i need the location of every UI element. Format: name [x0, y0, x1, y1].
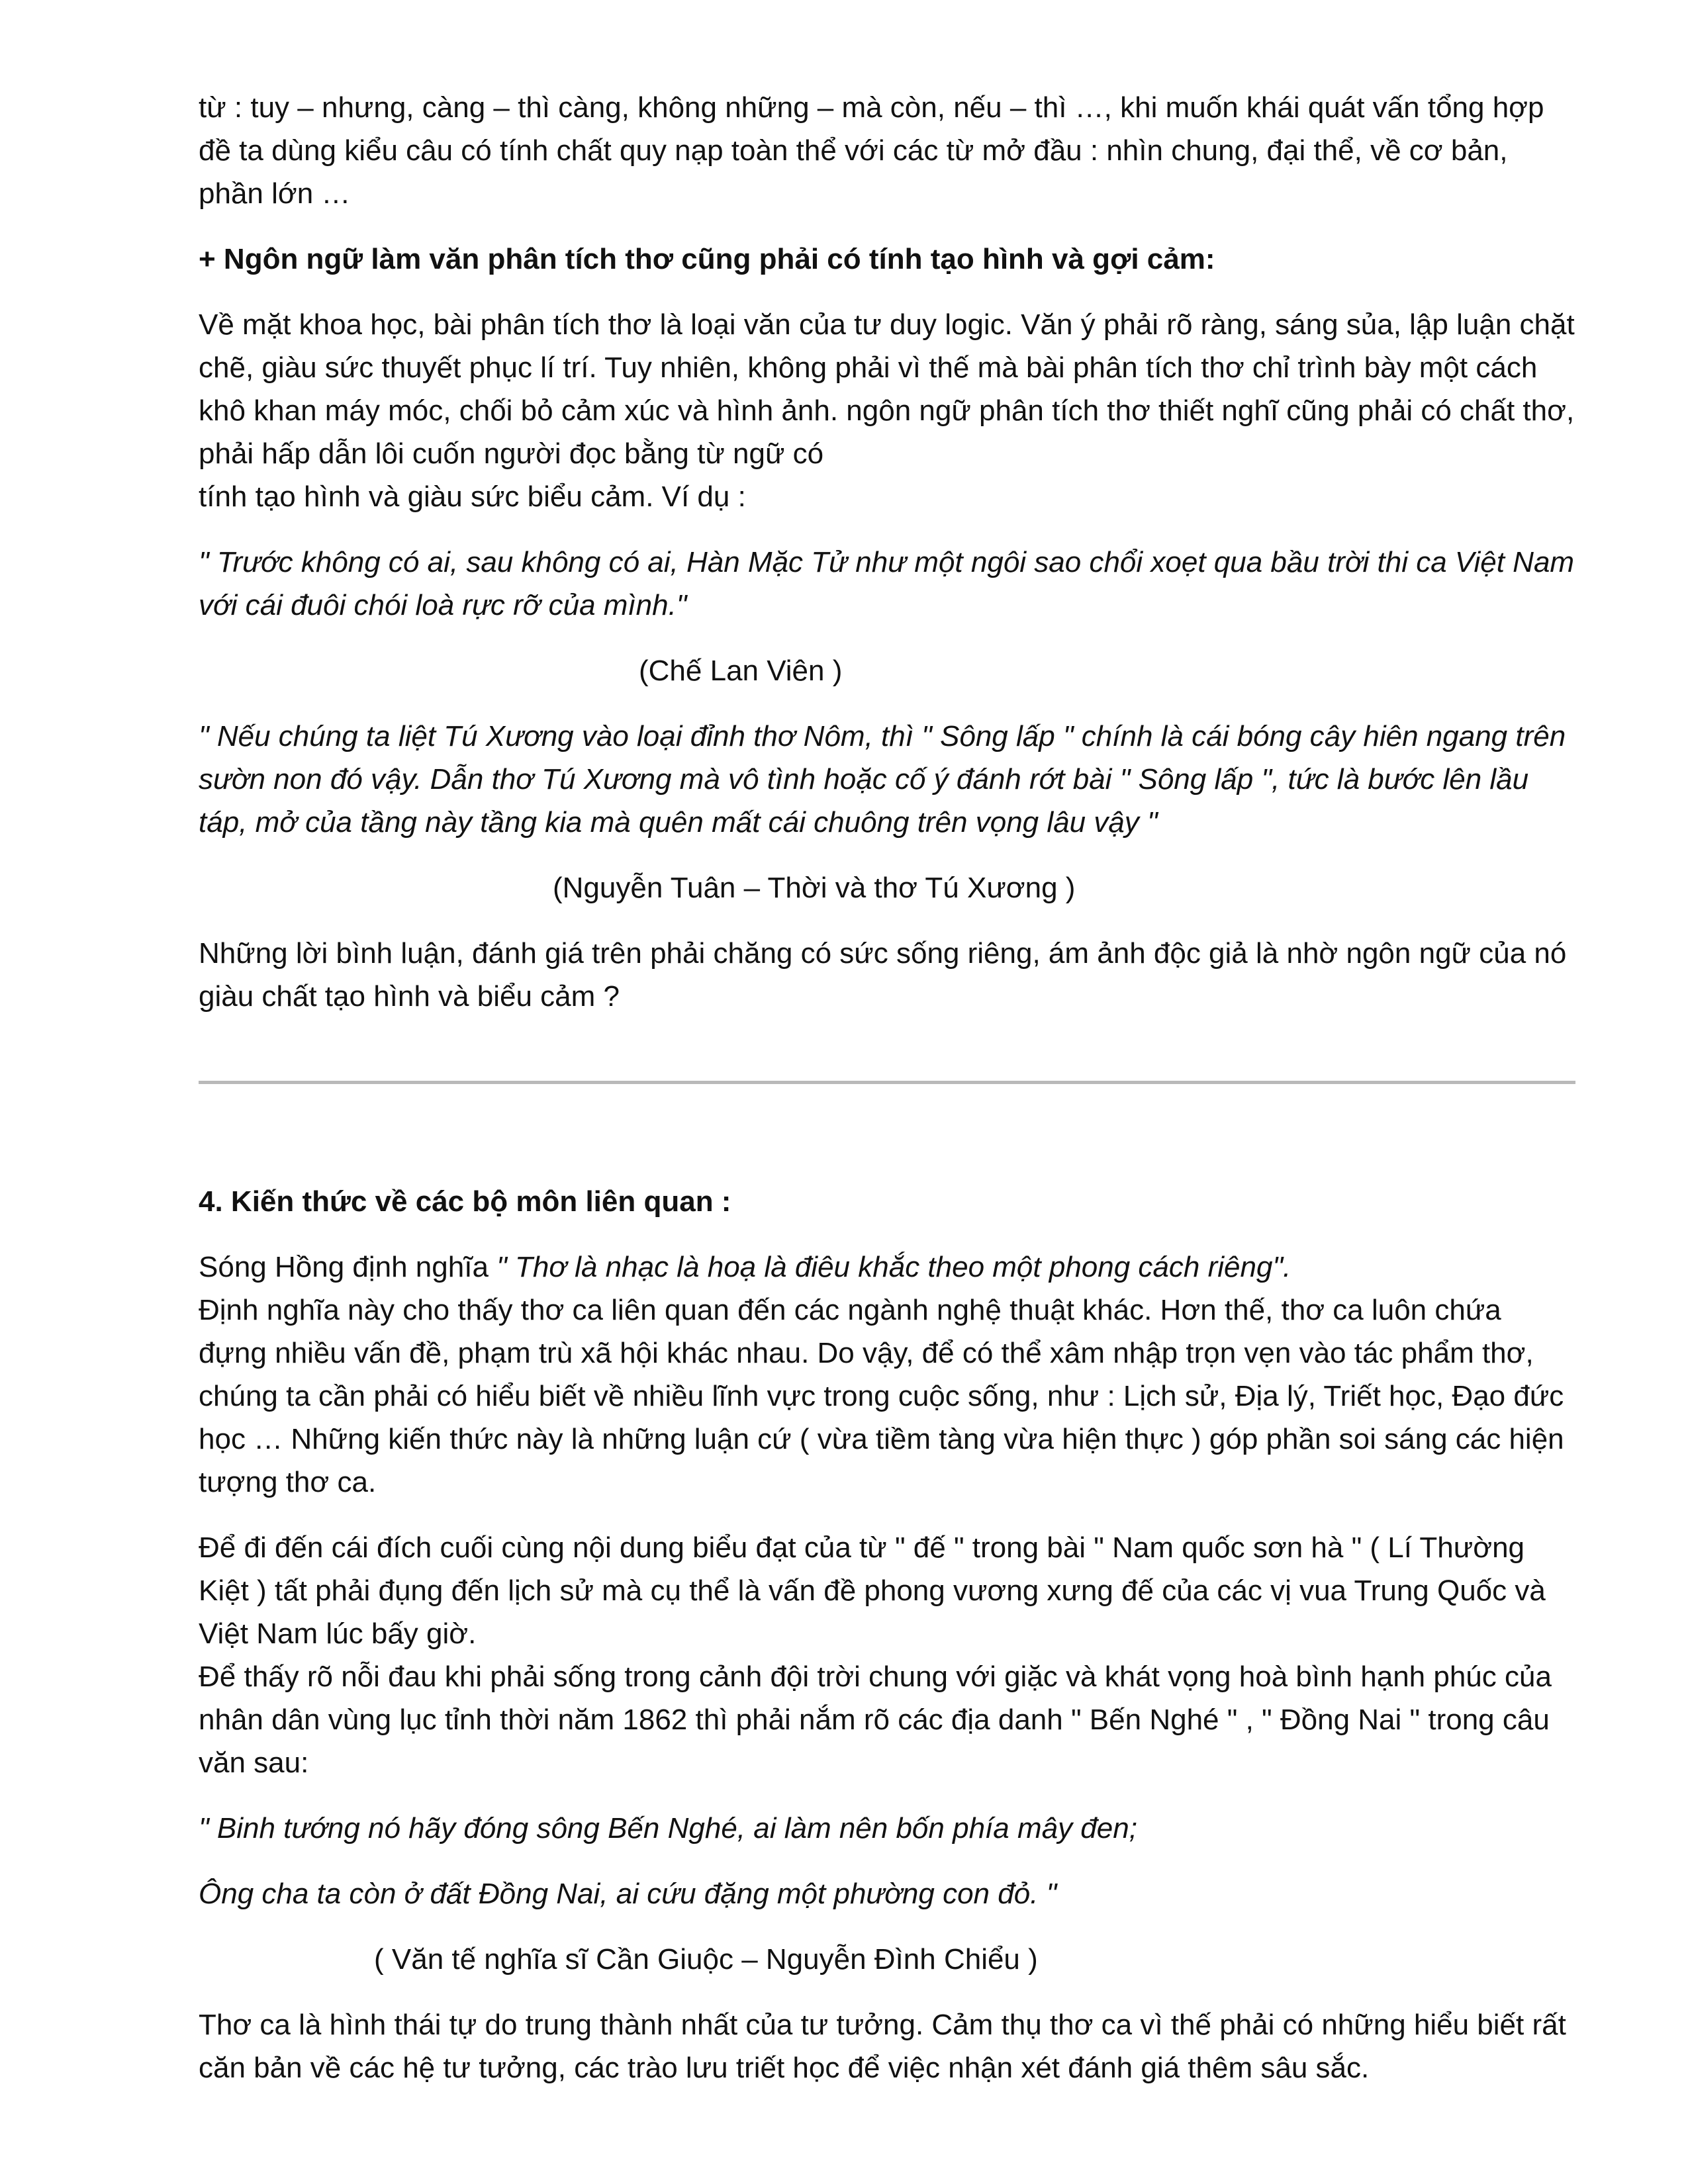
quote-van-te-line1: " Binh tướng nó hãy đóng sông Bến Nghé, ai làm nên bốn phía mây đen; — [199, 1812, 1137, 1844]
paragraph-scientific-line2: tính tạo hình và giàu sức biểu cảm. Ví dụ : — [199, 480, 746, 513]
quote-tu-xuong: " Nếu chúng ta liệt Tú Xương vào loại đỉnh thơ Nôm, thì " Sông lấp " chính là cái bóng cây hiên ngang trên sườn non đó vậy. Dẫn thơ Tú Xương mà vô tình hoặc cố ý đánh rớt bài " Sông lấp ", tức là bước lên lầu táp, mở của tầng này tầng kia mà quên mất cái chuông trên vọng lâu vậy " — [199, 720, 1566, 839]
citation-nguyen-tuan: (Nguyễn Tuân – Thời và thơ Tú Xương ) — [553, 872, 1076, 904]
paragraph-scientific — [199, 303, 1575, 518]
quote-van-te-line2: Ông cha ta còn ở đất Đồng Nai, ai cứu đặng một phường con đỏ. " — [199, 1878, 1057, 1910]
heading-language-imagery: + Ngôn ngữ làm văn phân tích thơ cũng phải có tính tạo hình và gợi cảm: — [199, 243, 1215, 275]
citation-nguyen-dinh-chieu: ( Văn tế nghĩa sĩ Cần Giuộc – Nguyễn Đình Chiểu ) — [374, 1943, 1038, 1976]
paragraph-song-hong — [199, 1246, 1575, 1504]
document-page — [199, 86, 1575, 2089]
paragraph-connectives: từ : tuy – nhưng, càng – thì càng, không những – mà còn, nếu – thì …, khi muốn khái quát vấn tổng hợp đề ta dùng kiểu câu có tính chất quy nạp toàn thể với các từ mở đầu : nhìn chung, đại thể, về cơ bản, phần lớn … — [199, 91, 1544, 210]
song-hong-body: Định nghĩa này cho thấy thơ ca liên quan đến các ngành nghệ thuật khác. Hơn thế, thơ ca luôn chứa đựng nhiều vấn đề, phạm trù xã hội khác nhau. Do vậy, để có thể xâm nhập trọn vẹn vào tác phẩm thơ, chúng ta cần phải có hiểu biết về nhiều lĩnh vực trong cuộc sống, như : Lịch sử, Địa lý, Triết học, Đạo đức học … Những kiến thức này là những luận cứ ( vừa tiềm tàng vừa hiện thực ) góp phần soi sáng các hiện tượng thơ ca. — [199, 1294, 1564, 1498]
history-ben-nghe: Để thấy rõ nỗi đau khi phải sống trong cảnh đội trời chung với giặc và khát vọng hoà bình hạnh phúc của nhân dân vùng lục tỉnh thời năm 1862 thì phải nắm rõ các địa danh " Bến Nghé " , " Đồng Nai " trong câu văn sau: — [199, 1661, 1552, 1779]
song-hong-quote: " Thơ là nhạc là hoạ là điêu khắc theo một phong cách riêng". — [496, 1251, 1291, 1283]
quote-han-mac-tu: " Trước không có ai, sau không có ai, Hàn Mặc Tử như một ngôi sao chổi xoẹt qua bầu trời thi ca Việt Nam với cái đuôi chói loà rực rỡ của mình." — [199, 546, 1575, 621]
paragraph-scientific-line1: Về mặt khoa học, bài phân tích thơ là loại văn của tư duy logic. Văn ý phải rõ ràng, sáng sủa, lập luận chặt chẽ, giàu sức thuyết phục lí trí. Tuy nhiên, không phải vì thế mà bài phân tích thơ chỉ trình bày một cách khô khan máy móc, chối bỏ cảm xúc và hình ảnh. ngôn ngữ phân tích thơ thiết nghĩ cũng phải có chất thơ, phải hấp dẫn lôi cuốn người đọc bằng từ ngữ có — [199, 308, 1575, 470]
paragraph-commentary: Những lời bình luận, đánh giá trên phải chăng có sức sống riêng, ám ảnh độc giả là nhờ ngôn ngữ của nó giàu chất tạo hình và biểu cảm ? — [199, 937, 1567, 1013]
paragraph-history — [199, 1526, 1575, 1784]
paragraph-ideology: Thơ ca là hình thái tự do trung thành nhất của tư tưởng. Cảm thụ thơ ca vì thế phải có những hiểu biết rất căn bản về các hệ tư tưởng, các trào lưu triết học để việc nhận xét đánh giá thêm sâu sắc. — [199, 2009, 1566, 2084]
song-hong-intro: Sóng Hồng định nghĩa — [199, 1251, 497, 1283]
citation-che-lan-vien: (Chế Lan Viên ) — [639, 655, 843, 687]
section-4-title: 4. Kiến thức về các bộ môn liên quan : — [199, 1185, 731, 1218]
history-nam-quoc: Để đi đến cái đích cuối cùng nội dung biểu đạt của từ " đế " trong bài " Nam quốc sơn hà " ( Lí Thường Kiệt ) tất phải đụng đến lịch sử mà cụ thể là vấn đề phong vương xưng đế của các vị vua Trung Quốc và Việt Nam lúc bấy giờ. — [199, 1531, 1546, 1650]
section-divider — [199, 1081, 1575, 1084]
